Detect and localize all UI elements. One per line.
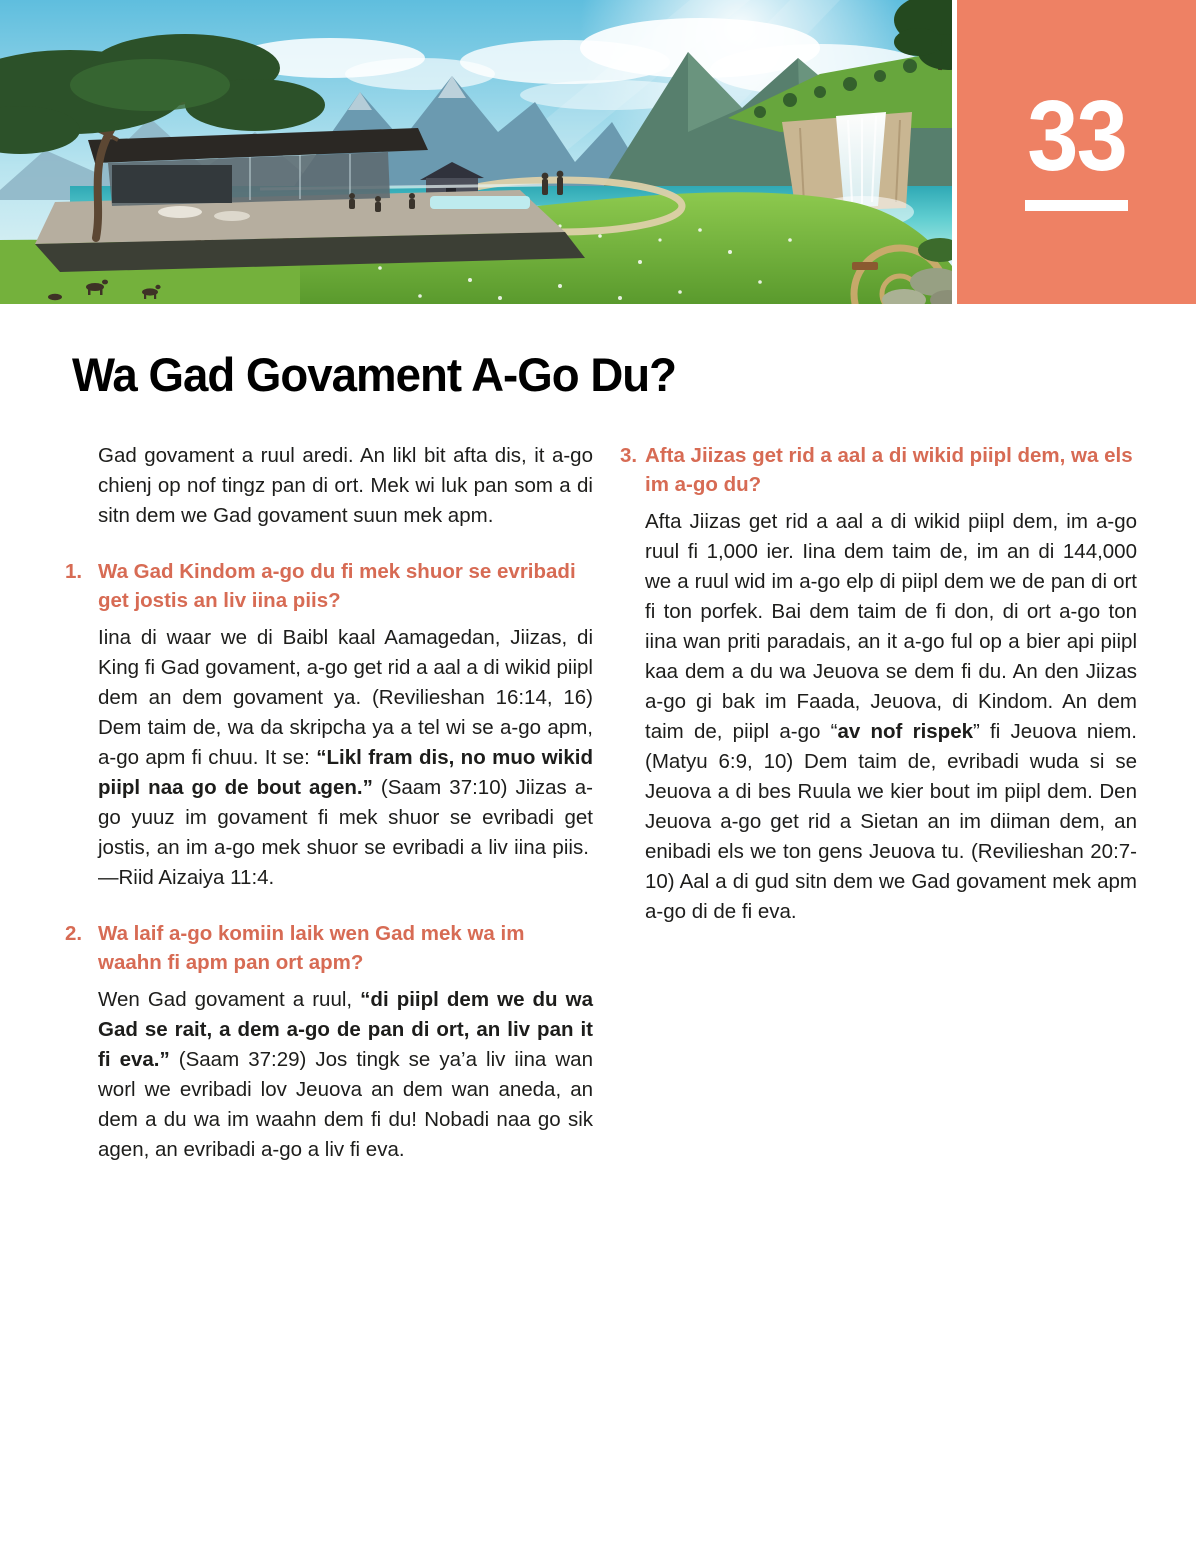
question-3-heading <box>620 441 1137 499</box>
chapter-underline <box>1025 200 1128 211</box>
intro-paragraph: Gad govament a ruul aredi. An likl bit afta dis, it a-go chienj op nof tingz pan di ort. Mek wi luk pan som a di sitn dem we Gad govament suun mek apm. <box>98 444 593 527</box>
question-3-heading-text: Afta Jiizas get rid a aal a di wikid piipl dem, wa els im a-go du? <box>645 444 1133 496</box>
question-3-paragraph: Afta Jiizas get rid a aal a di wikid piipl dem, im a-go ruul fi 1,000 ier. Iina dem taim de, im an di 144,000 we a ruul wid im a-go elp di piipl dem we de pan di ort fi ton porfek. Bai dem taim de fi don, di ort a-go ton iina wan priti paradais, an it a-go ful op a bier api piipl kaa dem a du wa Jeuova se dem fi du. An den Jiizas a-go gi bak im Faada, Jeuova, di Kindom. An dem taim de, piipl a-go “av nof rispek” fi Jeuova niem. (Matyu 6:9, 10) Dem taim de, evribadi wuda si se Jeuova a di bes Ruula we kier bout im piipl dem. Den Jeuova a-go get rid a Sietan an im diiman dem, an enibadi els we ton gens Jeuova tu. (Revilieshan 20:7-10) Aal a di gud sitn dem we Gad govament mek apm a-go di de fi eva. <box>645 510 1137 923</box>
question-3 <box>620 441 1137 927</box>
page-title: Wa Gad Govament A-Go Du? <box>72 348 677 401</box>
question-2-paragraph: Wen Gad govament a ruul, “di piipl dem we du wa Gad se rait, a dem a-go de pan di ort, an liv pan it fi eva.” (Saam 37:29) Jos tingk se ya’a liv iina wan worl we evribadi lov Jeuova an dem wan aneda, an dem a du wa im waahn dem fi du! Nobadi naa go sik agen, an evribadi a-go a liv fi eva. <box>98 988 593 1161</box>
question-1-heading-text: Wa Gad Kindom a-go du fi mek shuor se evribadi get jostis an liv iina piis? <box>98 560 576 612</box>
left-column <box>65 441 593 1191</box>
question-2-number: 2. <box>65 922 83 945</box>
question-1-heading <box>65 557 593 615</box>
hero-image <box>0 0 952 304</box>
question-2-heading <box>65 919 593 977</box>
chapter-number: 33 <box>1027 80 1126 192</box>
right-column <box>620 441 1137 953</box>
question-1 <box>65 557 593 893</box>
question-2 <box>65 919 593 1165</box>
paradise-landscape-illustration <box>0 0 952 304</box>
question-2-heading-text: Wa laif a-go komiin laik wen Gad mek wa im waahn fi apm pan ort apm? <box>98 922 525 974</box>
chapter-number-badge <box>957 0 1196 304</box>
question-3-number: 3. <box>620 444 638 467</box>
question-1-paragraph: Iina di waar we di Baibl kaal Aamagedan, Jiizas, di King fi Gad govament, a-go get rid a aal a di wikid piipl dem an dem govament ya. (Revilieshan 16:14, 16) Dem taim de, wa da skripcha ya a tel wi se a-go apm, a-go apm fi chuu. It se: “Likl fram dis, no muo wikid piipl naa go de bout agen.” (Saam 37:10) Jiizas a-go yuuz im govament fi mek shuor se evribadi get jostis, an im a-go mek shuor se evribadi a liv iina piis. —Riid Aizaiya 11:4. <box>98 626 593 889</box>
question-1-number: 1. <box>65 560 83 583</box>
